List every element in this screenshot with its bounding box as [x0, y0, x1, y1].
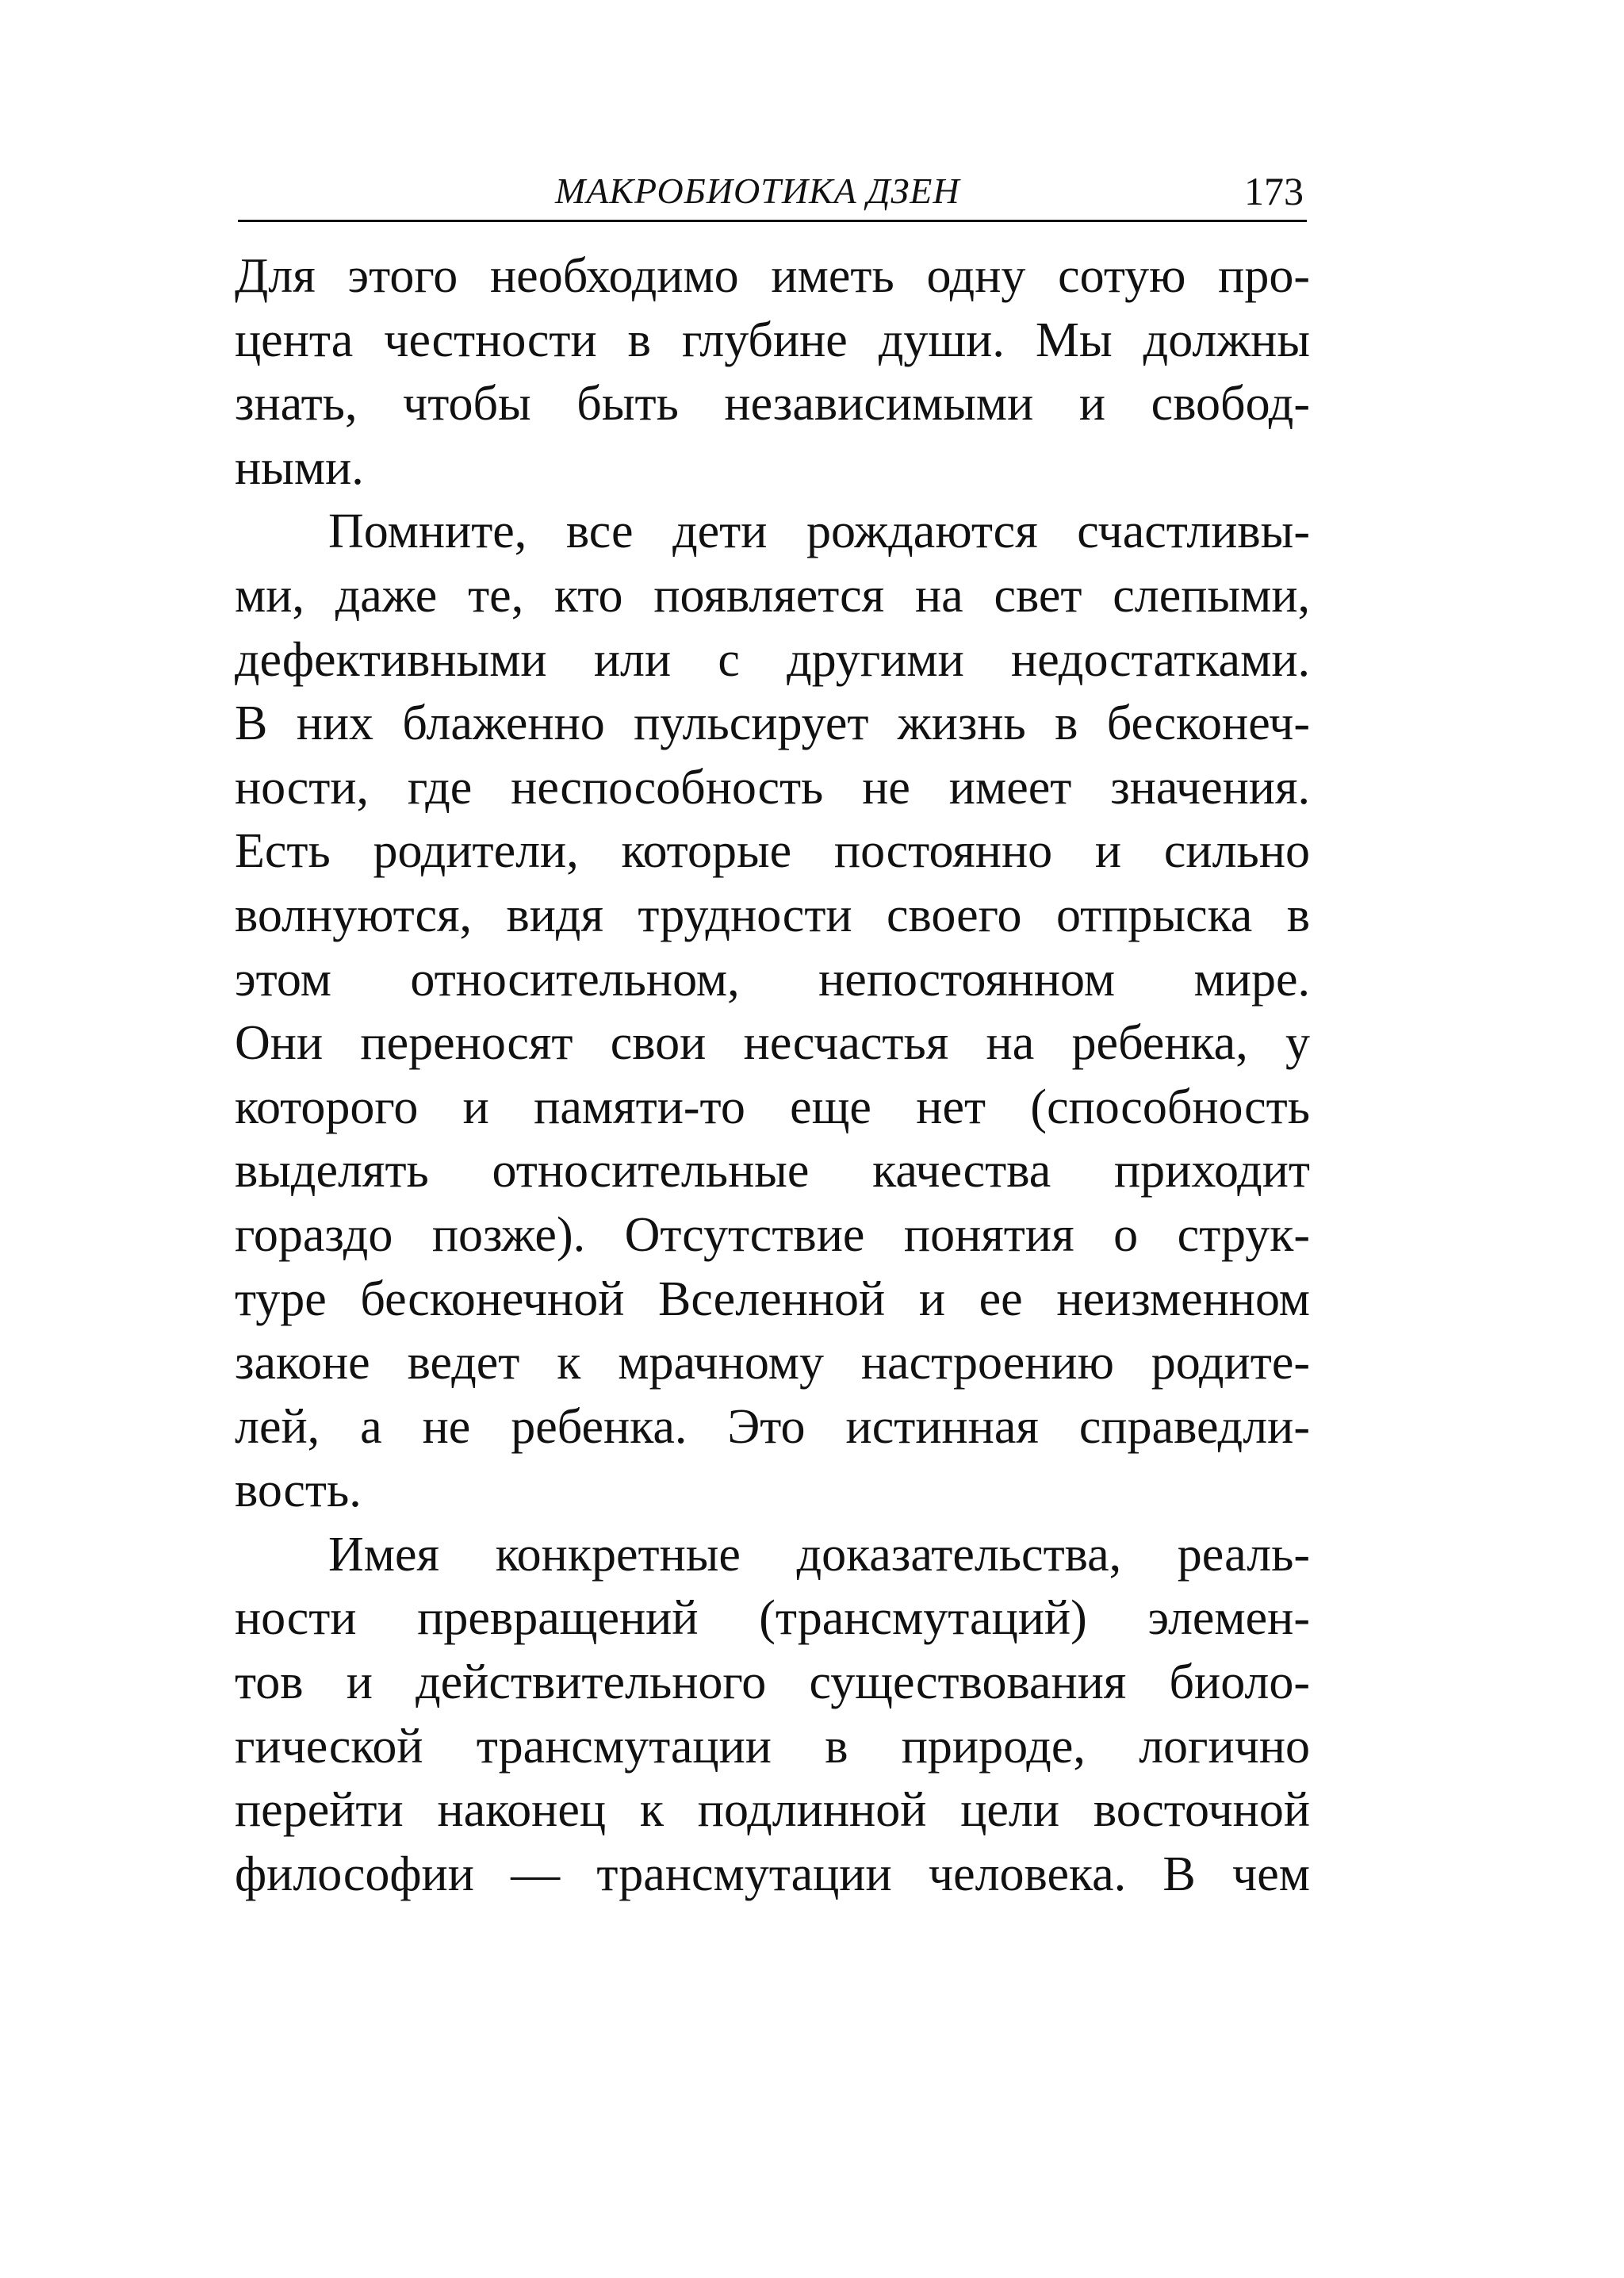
text-line: философии — трансмутации человека. В чем [235, 1847, 1310, 1901]
text-line: волнуются, видя трудности своего отпрыска в [235, 888, 1310, 942]
text-line: туре бесконечной Вселенной и ее неизменном [235, 1271, 1310, 1326]
text-line: ми, даже те, кто появляется на свет слепыми, [235, 568, 1310, 623]
text-line: В них блаженно пульсирует жизнь в бесконеч- [235, 696, 1310, 751]
text-line: Они переносят свои несчастья на ребенка, у [235, 1016, 1310, 1071]
page-number: 173 [1244, 169, 1304, 213]
text-line: ными. [235, 440, 364, 495]
text-line: Помните, все дети рождаются счастливы- [328, 504, 1310, 559]
text-line: гической трансмутации в природе, логично [235, 1719, 1310, 1774]
text-line: Имея конкретные доказательства, реаль- [328, 1527, 1310, 1582]
running-title: МАКРОБИОТИКА ДЗЕН [555, 171, 960, 211]
text-line: перейти наконец к подлинной цели восточной [235, 1783, 1310, 1838]
text-line: Есть родители, которые постоянно и сильно [235, 824, 1310, 879]
text-line: законе ведет к мрачному настроению родите- [235, 1336, 1310, 1390]
text-line: Для этого необходимо иметь одну сотую про- [235, 249, 1310, 303]
text-line: тов и действительного существования биоло- [235, 1655, 1310, 1710]
text-line: гораздо позже). Отсутствие понятия о струк- [235, 1207, 1310, 1262]
body-text [235, 244, 1310, 1906]
running-header [238, 163, 1307, 222]
text-line: лей, а не ребенка. Это истинная справедли- [235, 1399, 1310, 1454]
text-line: выделять относительные качества приходит [235, 1144, 1310, 1198]
text-line: дефективными или с другими недостатками. [235, 632, 1310, 687]
text-line: ности превращений (трансмутаций) элемен- [235, 1591, 1310, 1646]
text-line: которого и памяти-то еще нет (способность [235, 1080, 1310, 1134]
text-line: знать, чтобы быть независимыми и свобод- [235, 377, 1310, 431]
text-line: вость. [235, 1463, 362, 1518]
text-line: ности, где неспособность не имеет значения. [235, 760, 1310, 815]
text-line: этом относительном, непостоянном мире. [235, 952, 1310, 1007]
text-line: цента честности в глубине души. Мы должны [235, 313, 1310, 367]
